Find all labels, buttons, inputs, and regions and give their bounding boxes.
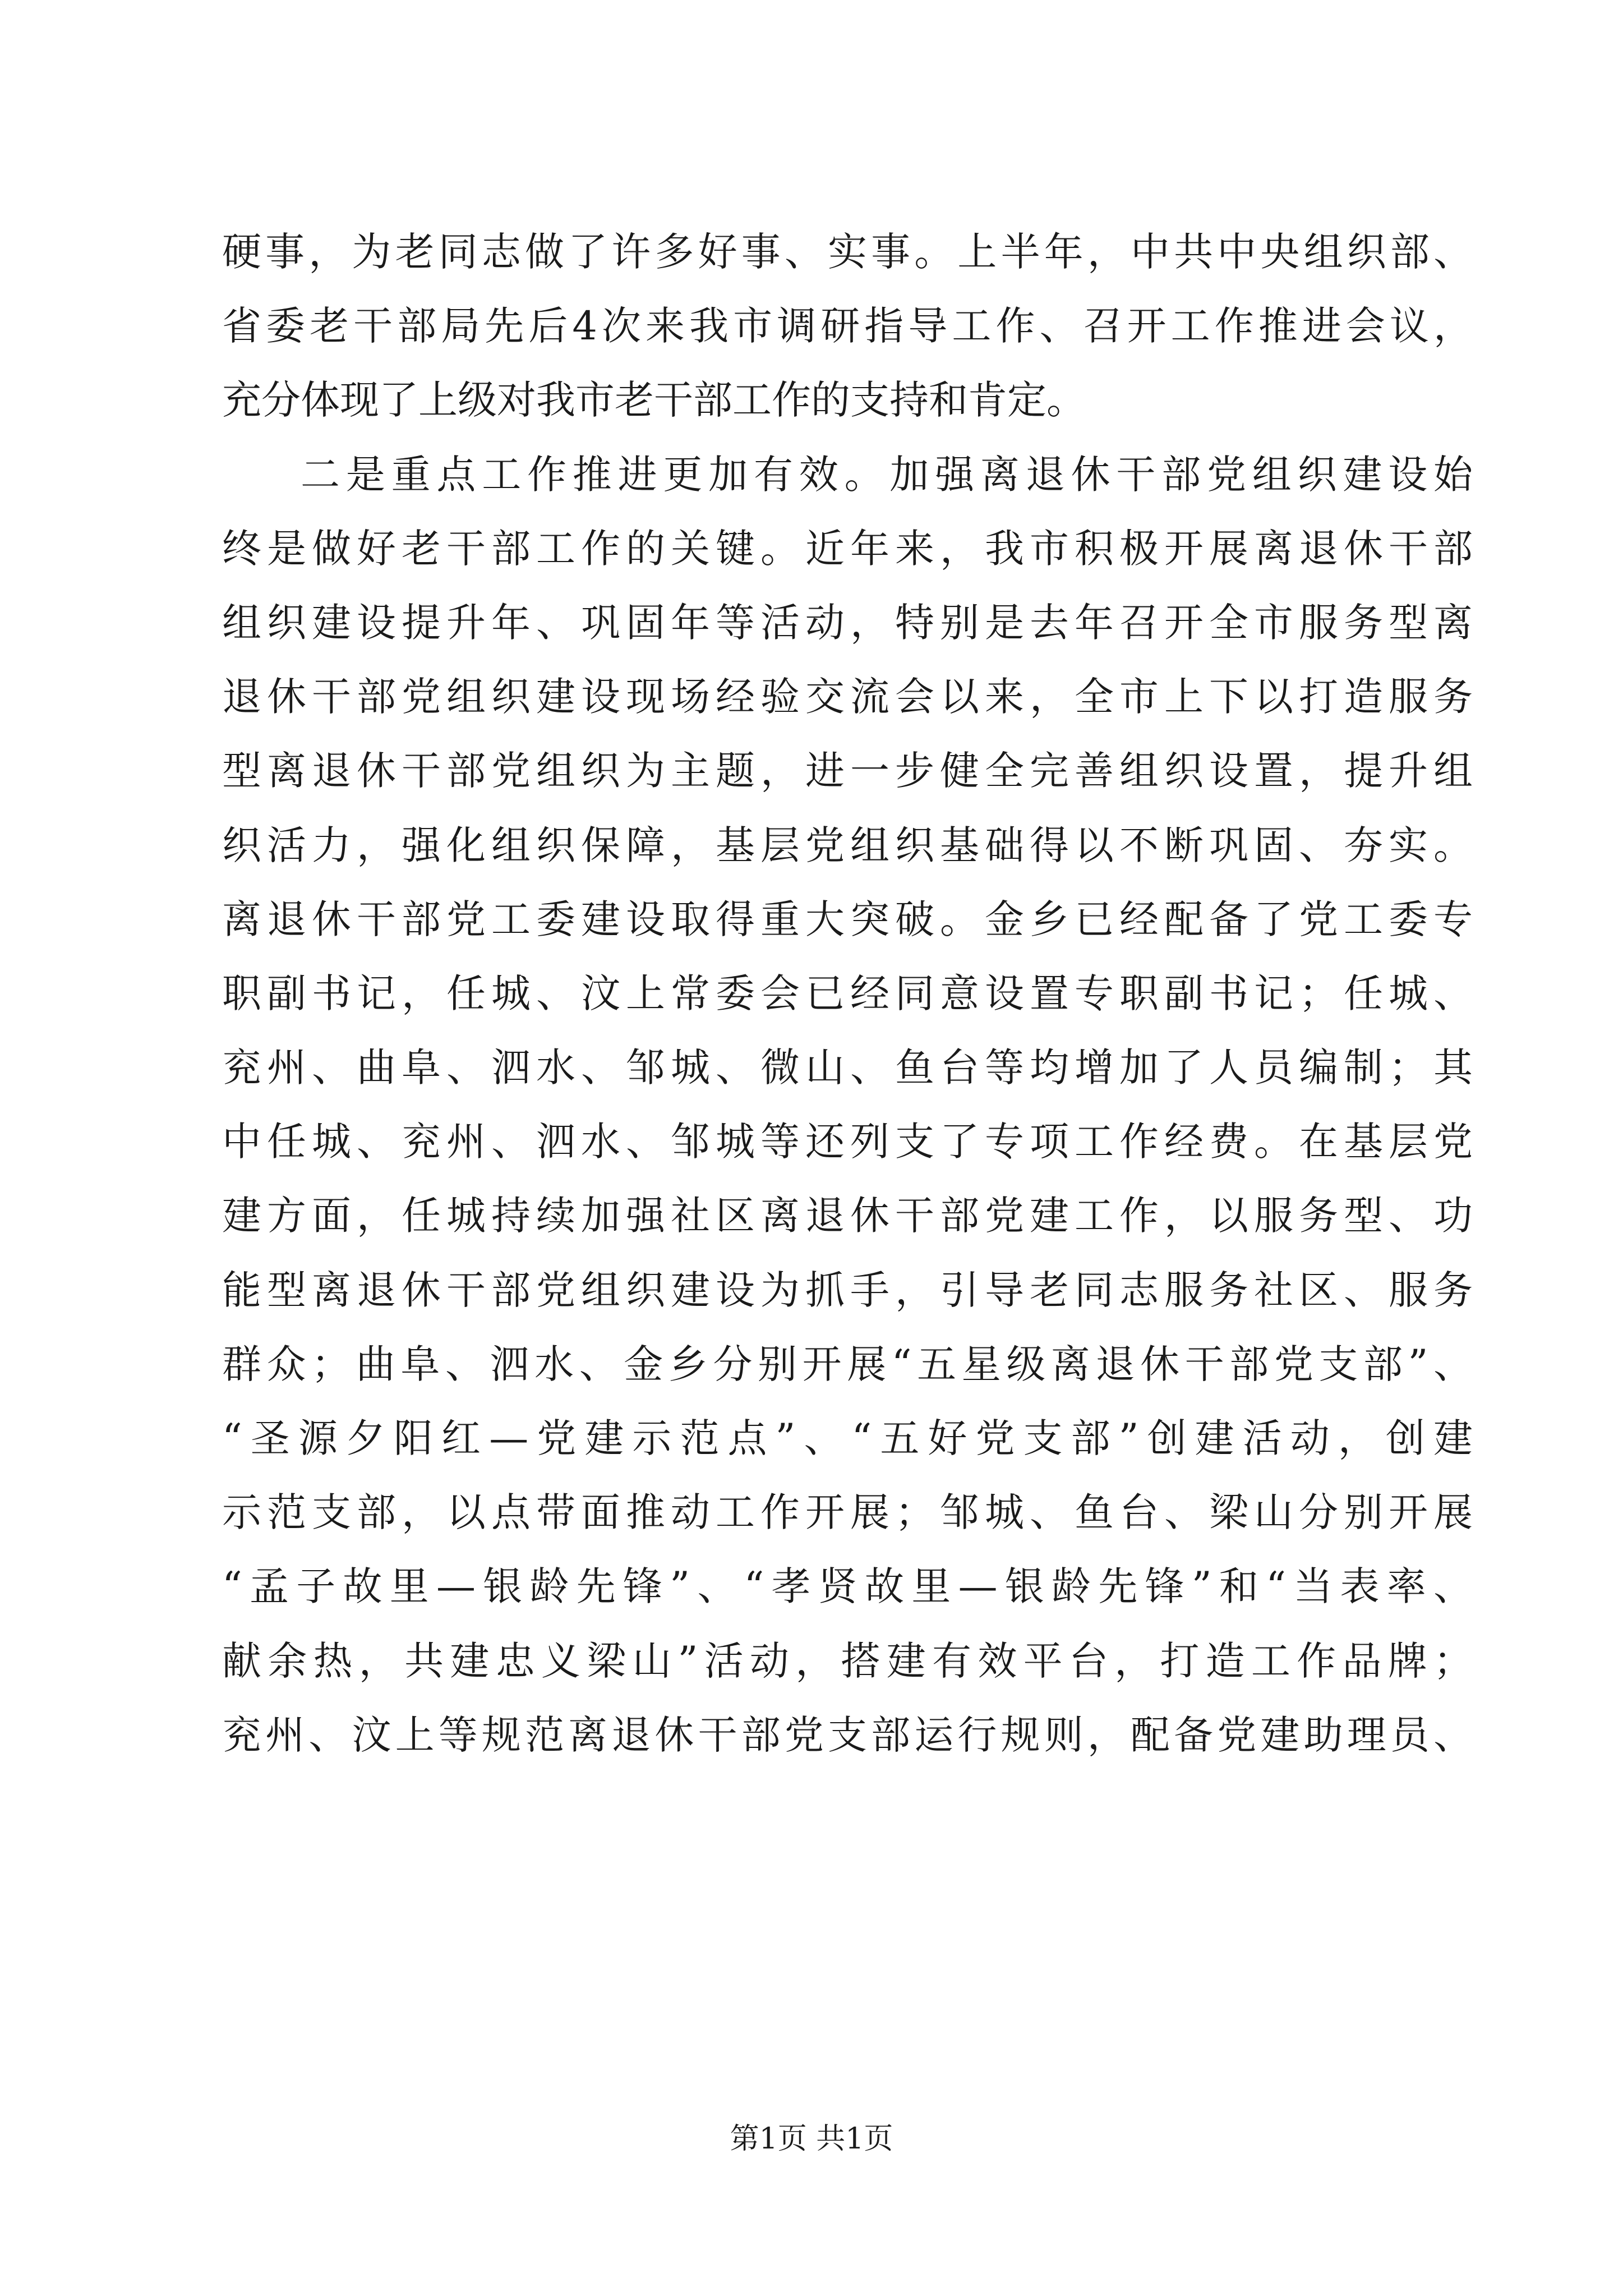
text-line: 离退休干部党工委建设取得重大突破。金乡已经配备了党工委专: [222, 896, 1473, 942]
text-line: 硬事，为老同志做了许多好事、实事。上半年，中共中央组织部、: [222, 229, 1473, 275]
text-line: 职副书记，任城、汶上常委会已经同意设置专职副书记；任城、: [222, 970, 1473, 1016]
text-line: 献余热，共建忠义梁山”活动，搭建有效平台，打造工作品牌；: [222, 1637, 1473, 1684]
text-line: 省委老干部局先后4次来我市调研指导工作、召开工作推进会议，: [222, 303, 1473, 349]
text-line: 能型离退休干部党组织建设为抓手，引导老同志服务社区、服务: [222, 1267, 1473, 1313]
page-number: 第1页 共1页: [730, 2122, 893, 2156]
text-line: 组织建设提升年、巩固年等活动，特别是去年召开全市服务型离: [222, 599, 1473, 646]
text-line: 中任城、兖州、泗水、邹城等还列支了专项工作经费。在基层党: [222, 1119, 1473, 1165]
text-line: 示范支部，以点带面推动工作开展；邹城、鱼台、梁山分别开展: [222, 1489, 1473, 1536]
document-body: [222, 215, 1473, 1772]
text-line: 兖州、汶上等规范离退休干部党支部运行规则，配备党建助理员、: [222, 1711, 1473, 1758]
text-line: 充分体现了上级对我市老干部工作的支持和肯定。: [222, 377, 1086, 424]
text-line: 型离退休干部党组织为主题，进一步健全完善组织设置，提升组: [222, 748, 1473, 794]
text-line: “孟子故里—银龄先锋”、“孝贤故里—银龄先锋”和“当表率、: [222, 1563, 1473, 1610]
text-line: 退休干部党组织建设现场经验交流会以来，全市上下以打造服务: [222, 674, 1473, 720]
text-line: “圣源夕阳红—党建示范点”、“五好党支部”创建活动，创建: [222, 1415, 1473, 1461]
text-line: 建方面，任城持续加强社区离退休干部党建工作，以服务型、功: [222, 1193, 1473, 1239]
paragraph-start-line: 二是重点工作推进更加有效。加强离退休干部党组织建设始: [301, 451, 1473, 498]
text-line: 终是做好老干部工作的关键。近年来，我市积极开展离退休干部: [222, 525, 1473, 572]
text-line: 兖州、曲阜、泗水、邹城、微山、鱼台等均增加了人员编制；其: [222, 1045, 1473, 1091]
page-footer: [0, 2115, 1623, 2157]
text-line: 织活力，强化组织保障，基层党组织基础得以不断巩固、夯实。: [222, 822, 1473, 868]
text-line: 群众；曲阜、泗水、金乡分别开展“五星级离退休干部党支部”、: [222, 1341, 1473, 1387]
